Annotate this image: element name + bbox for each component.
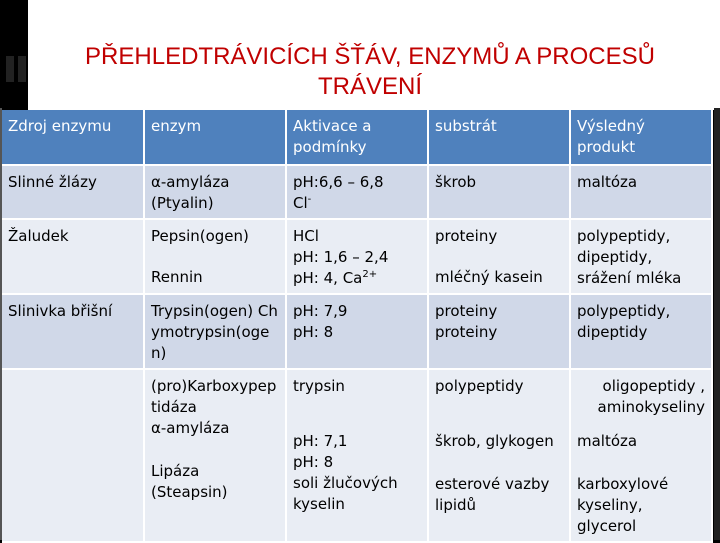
header-source: Zdroj enzymu xyxy=(2,110,144,165)
cell-source: Žaludek xyxy=(2,219,144,294)
cell-product: maltóza xyxy=(570,165,712,219)
cell-product: polypeptidy, dipeptidy xyxy=(570,294,712,369)
substrate-line: proteiny xyxy=(435,227,498,245)
header-enzyme: enzym xyxy=(144,110,286,165)
activation-line: pH: 7,9 xyxy=(293,302,348,320)
header-activation: Aktivace a podmínky xyxy=(286,110,428,165)
cell-enzyme: α-amyláza (Ptyalin) xyxy=(144,165,286,219)
cell-activation xyxy=(286,219,428,294)
activation-line xyxy=(293,193,421,214)
cell-enzyme xyxy=(144,369,286,542)
activation-line: trypsin xyxy=(293,377,345,395)
right-border xyxy=(714,108,720,540)
digestion-table xyxy=(2,110,713,543)
substrate-line: škrob, glykogen xyxy=(435,432,554,450)
substrate-line: esterové vazby lipidů xyxy=(435,475,550,514)
activation-text: pH: 4, Ca xyxy=(293,269,363,287)
activation-line: pH:6,6 – 6,8 xyxy=(293,173,384,191)
decor-bar xyxy=(18,56,26,82)
enzyme-line: Pepsin(ogen) xyxy=(151,227,249,245)
cell-source: Slinivka břišní xyxy=(2,294,144,369)
product-line: maltóza xyxy=(577,432,638,450)
slide-title: PŘEHLEDTRÁVICÍCH ŠŤÁV, ENZYMŮ A PROCESŮ TRÁVENÍ xyxy=(85,43,655,100)
table-row xyxy=(2,165,712,219)
activation-line: HCl xyxy=(293,227,319,245)
table-header-row xyxy=(2,110,712,165)
decor-bar-left xyxy=(6,56,14,82)
substrate-line: polypeptidy xyxy=(435,377,524,395)
cell-substrate xyxy=(428,294,570,369)
substrate-line: proteiny xyxy=(435,323,498,341)
cell-activation xyxy=(286,369,428,542)
cell-source xyxy=(2,369,144,542)
table-row xyxy=(2,219,712,294)
enzyme-line: α-amyláza xyxy=(151,419,230,437)
header-substrate: substrát xyxy=(428,110,570,165)
activation-sup: 2+ xyxy=(362,269,378,280)
table-row xyxy=(2,369,712,542)
product-line: oligopeptidy , aminokyseliny xyxy=(597,377,705,416)
cell-activation xyxy=(286,165,428,219)
cell-product: polypeptidy, dipeptidy, srážení mléka xyxy=(570,219,712,294)
substrate-line: proteiny xyxy=(435,302,498,320)
cell-enzyme: Trypsin(ogen) Chymotrypsin(ogen) xyxy=(144,294,286,369)
enzyme-line: Lipáza (Steapsin) xyxy=(151,462,228,501)
activation-line xyxy=(293,268,421,289)
cell-substrate xyxy=(428,219,570,294)
activation-line: pH: 1,6 – 2,4 xyxy=(293,248,389,266)
activation-line: pH: 7,1 xyxy=(293,432,348,450)
activation-line: pH: 8 xyxy=(293,323,334,341)
cell-substrate xyxy=(428,369,570,542)
activation-text: Cl xyxy=(293,194,308,212)
product-line: karboxylové kyseliny, glycerol xyxy=(577,475,669,535)
activation-line: soli žlučových kyselin xyxy=(293,474,398,513)
header-product: Výsledný produkt xyxy=(570,110,712,165)
activation-sup: - xyxy=(307,194,312,205)
enzyme-line: Rennin xyxy=(151,268,203,286)
cell-activation xyxy=(286,294,428,369)
cell-substrate: škrob xyxy=(428,165,570,219)
enzyme-line: (pro)Karboxypeptidáza xyxy=(151,377,277,416)
substrate-line: mléčný kasein xyxy=(435,268,543,286)
table-row xyxy=(2,294,712,369)
activation-line: pH: 8 xyxy=(293,453,334,471)
cell-source: Slinné žlázy xyxy=(2,165,144,219)
cell-enzyme xyxy=(144,219,286,294)
cell-product xyxy=(570,369,712,542)
